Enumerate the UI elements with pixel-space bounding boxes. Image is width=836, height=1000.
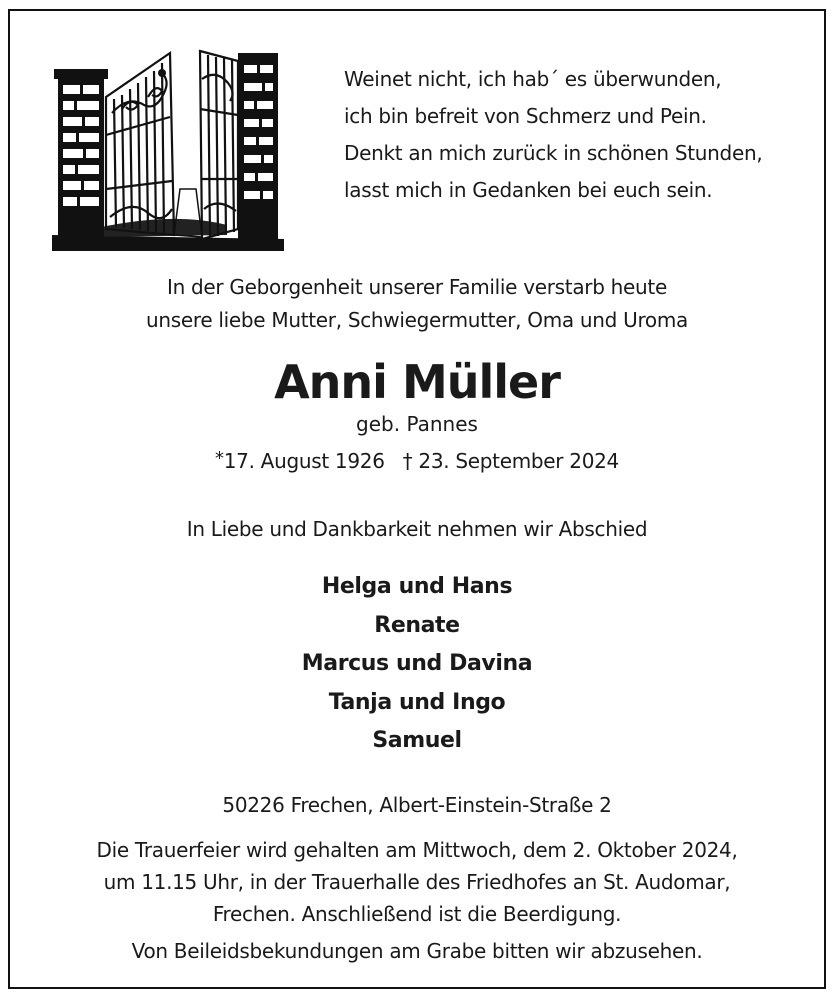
mourner-list <box>10 568 824 761</box>
death-symbol: † <box>402 449 413 473</box>
life-dates <box>10 447 824 477</box>
mourner-name: Marcus und Davina <box>301 651 533 676</box>
birth-symbol: * <box>215 448 224 469</box>
ceremony-details <box>10 834 824 930</box>
poem-line: Denkt an mich zurück in schönen Stunden, <box>344 141 763 165</box>
ceremony-line: Frechen. Anschließend ist die Beerdigung. <box>212 902 622 926</box>
birth-date: 17. August 1926 <box>223 449 385 473</box>
ceremony-line: Die Trauerfeier wird gehalten am Mittwoch, dem 2. Oktober 2024, <box>96 838 738 862</box>
mourner-name: Helga und Hans <box>321 574 513 599</box>
mourner-name: Tanja und Ingo <box>328 689 506 715</box>
poem-line: lasst mich in Gedanken bei euch sein. <box>344 178 713 202</box>
family-address: 50226 Frechen, Albert-Einstein-Straße 2 <box>222 793 612 817</box>
intro-line: In der Geborgenheit unserer Familie verstarb heute <box>167 275 667 299</box>
open-gate-illustration <box>52 39 284 251</box>
poem-line: ich bin befreit von Schmerz und Pein. <box>344 104 707 128</box>
deceased-name: Anni Müller <box>274 355 560 409</box>
intro-line: unsere liebe Mutter, Schwiegermutter, Oma und Uroma <box>145 308 689 332</box>
mourner-name: Samuel <box>372 728 462 753</box>
ceremony-line: um 11.15 Uhr, in der Trauerhalle des Friedhofes an St. Audomar, <box>103 870 731 894</box>
death-date: 23. September 2024 <box>418 449 619 473</box>
mourner-name: Renate <box>374 612 460 638</box>
poem-line: Weinet nicht, ich hab´ es überwunden, <box>344 67 722 91</box>
closing-note: Von Beileidsbekundungen am Grabe bitten wir abzusehen. <box>131 939 703 963</box>
farewell-text: In Liebe und Dankbarkeit nehmen wir Abschied <box>186 517 648 541</box>
intro-text <box>10 271 824 337</box>
obituary-notice <box>8 9 826 989</box>
maiden-name: geb. Pannes <box>356 412 478 436</box>
poem <box>344 61 814 209</box>
